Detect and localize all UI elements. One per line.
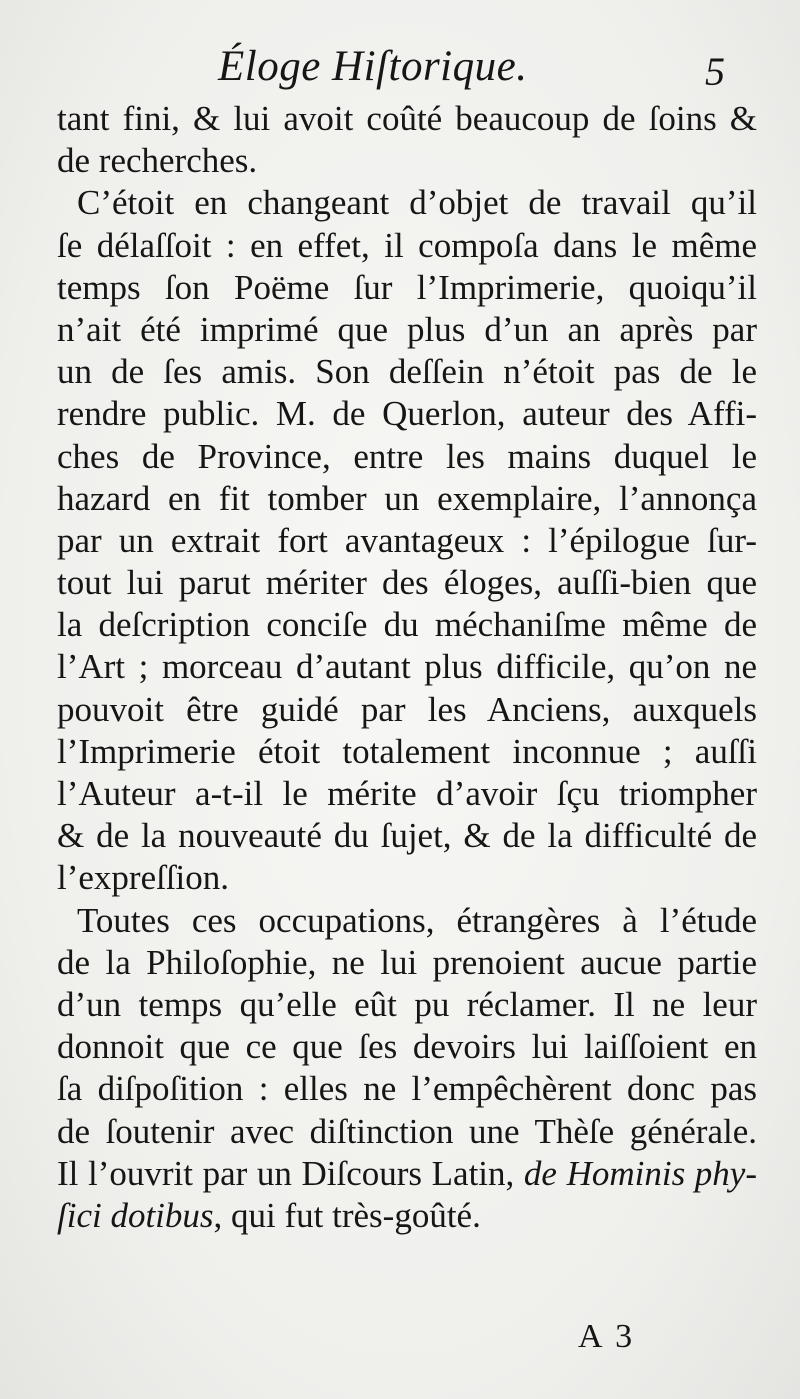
latin-title-part: de Hominis phy- <box>523 1153 758 1193</box>
paragraph-start-line: C’étoit en changeant d’objet de travail qu’il <box>77 183 757 223</box>
text-line <box>57 1195 757 1237</box>
text-segment: , qui fut très-goûté. <box>213 1195 481 1235</box>
text-line: ſa diſpoſition : elles ne l’empêchèrent donc pas <box>57 1069 757 1109</box>
text-line: hazard en fit tomber un exemplaire, l’annonça <box>57 478 757 518</box>
text-line: ches de Province, entre les mains duquel le <box>57 436 757 476</box>
text-line: rendre public. M. de Querlon, auteur des Affi- <box>57 394 757 434</box>
text-line: de ſoutenir avec diſtinction une Thèſe générale. <box>57 1111 757 1151</box>
text-line: de la Philoſophie, ne lui prenoient aucue partie <box>57 942 757 982</box>
text-line: donnoit que ce que ſes devoirs lui laiſſoient en <box>57 1027 757 1067</box>
latin-title-part: ſici dotibus <box>57 1195 214 1235</box>
text-line: d’un temps qu’elle eût pu réclamer. Il ne leur <box>57 984 757 1024</box>
page-number: 5 <box>705 49 725 94</box>
text-line: un de ſes amis. Son deſſein n’étoit pas de le <box>57 352 757 392</box>
page-header <box>0 38 800 98</box>
text-line: l’expreſſion. <box>57 858 230 898</box>
text-line: l’Imprimerie étoit totalement inconnue ; auſſi <box>57 731 757 771</box>
signature-mark: A 3 <box>578 1318 636 1355</box>
text-line: de recherches. <box>57 141 258 181</box>
text-line: par un extrait fort avantageux : l’épilogue ſur- <box>57 520 757 560</box>
text-line <box>57 1153 757 1195</box>
text-segment: Il l’ouvrit par un Diſcours Latin, <box>57 1153 515 1193</box>
text-line: & de la nouveauté du ſujet, & de la difficulté de <box>57 816 757 856</box>
text-line: l’Art ; morceau d’autant plus difficile, qu’on ne <box>57 647 757 687</box>
running-title: Éloge Hiſtorique. <box>218 43 528 90</box>
text-line: temps ſon Poëme ſur l’Imprimerie, quoiqu’il <box>57 267 757 307</box>
body-text <box>57 98 757 1237</box>
text-line: l’Auteur a-t-il le mérite d’avoir ſçu triompher <box>57 774 757 813</box>
text-line: ſe délaſſoit : en effet, il compoſa dans le même <box>57 225 757 265</box>
text-line: tout lui parut mériter des éloges, auſſi-bien que <box>57 563 757 603</box>
text-line: n’ait été imprimé que plus d’un an après par <box>57 309 757 349</box>
text-line: tant fini, & lui avoit coûté beaucoup de ſoins & <box>57 99 757 138</box>
paragraph-start-line: Toutes ces occupations, étrangères à l’étude <box>77 900 757 940</box>
text-line: pouvoit être guidé par les Anciens, auxquels <box>57 689 757 729</box>
text-line: la deſcription conciſe du méchaniſme même de <box>57 605 757 645</box>
